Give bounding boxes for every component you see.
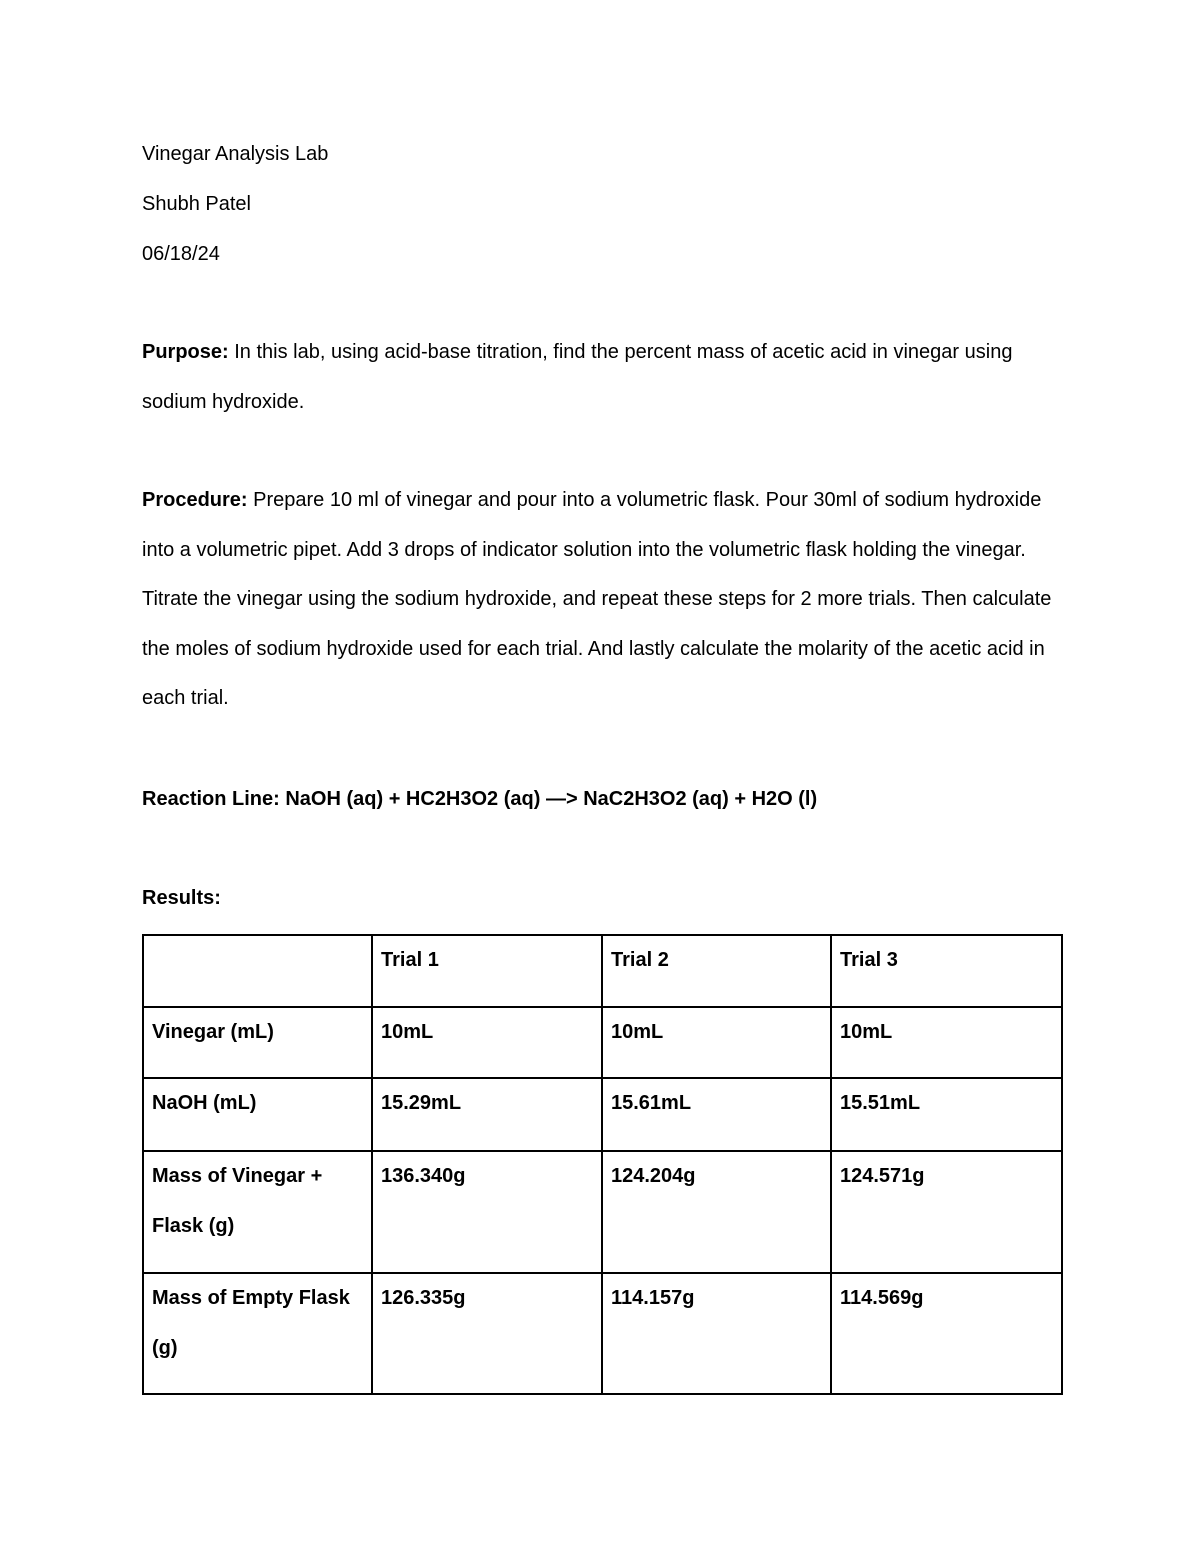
table-cell: 124.204g xyxy=(602,1151,831,1273)
table-cell: 136.340g xyxy=(372,1151,602,1273)
table-header-cell: Trial 2 xyxy=(602,935,831,1007)
table-cell: 15.61mL xyxy=(602,1078,831,1151)
reaction-line: Reaction Line: NaOH (aq) + HC2H3O2 (aq) —> NaC2H3O2 (aq) + H2O (l) xyxy=(142,788,818,810)
table-row xyxy=(143,1007,1062,1078)
table-cell: 10mL xyxy=(372,1007,602,1078)
document-date: 06/18/24 xyxy=(142,243,220,265)
table-header-cell: Trial 3 xyxy=(831,935,1062,1007)
procedure-paragraph xyxy=(142,476,1072,724)
table-cell: 114.569g xyxy=(831,1273,1062,1394)
results-label: Results: xyxy=(142,887,221,909)
table-cell: 10mL xyxy=(831,1007,1062,1078)
table-cell: 114.157g xyxy=(602,1273,831,1394)
table-row xyxy=(143,1151,1062,1273)
table-cell: 15.29mL xyxy=(372,1078,602,1151)
table-cell: Vinegar (mL) xyxy=(143,1007,372,1078)
results-table xyxy=(142,934,1063,1395)
table-row xyxy=(143,1273,1062,1394)
table-cell: 126.335g xyxy=(372,1273,602,1394)
purpose-paragraph xyxy=(142,328,1072,427)
table-cell: Mass of Vinegar + Flask (g) xyxy=(143,1151,372,1273)
table-row xyxy=(143,1078,1062,1151)
author-name: Shubh Patel xyxy=(142,193,251,215)
table-header-cell: Trial 1 xyxy=(372,935,602,1007)
document-title: Vinegar Analysis Lab xyxy=(142,143,329,165)
purpose-text: In this lab, using acid-base titration, find the percent mass of acetic acid in vinegar using sodium hydroxide. xyxy=(142,341,1013,413)
table-cell: NaOH (mL) xyxy=(143,1078,372,1151)
procedure-label: Procedure: xyxy=(142,489,248,511)
table-cell: 10mL xyxy=(602,1007,831,1078)
table-cell: 124.571g xyxy=(831,1151,1062,1273)
table-cell: Mass of Empty Flask (g) xyxy=(143,1273,372,1394)
table-cell: 15.51mL xyxy=(831,1078,1062,1151)
purpose-label: Purpose: xyxy=(142,341,229,363)
table-header-cell xyxy=(143,935,372,1007)
procedure-text: Prepare 10 ml of vinegar and pour into a volumetric flask. Pour 30ml of sodium hydroxide into a volumetric pipet. Add 3 drops of indicator solution into the volumetric flask holding the vinegar. Titrate the vinegar using the sodium hydroxide, and repeat these steps for 2 more trials. Then calculate the moles of sodium hydroxide used for each trial. And lastly calculate the molarity of the acetic acid in each trial. xyxy=(142,489,1052,709)
table-header-row xyxy=(143,935,1062,1007)
